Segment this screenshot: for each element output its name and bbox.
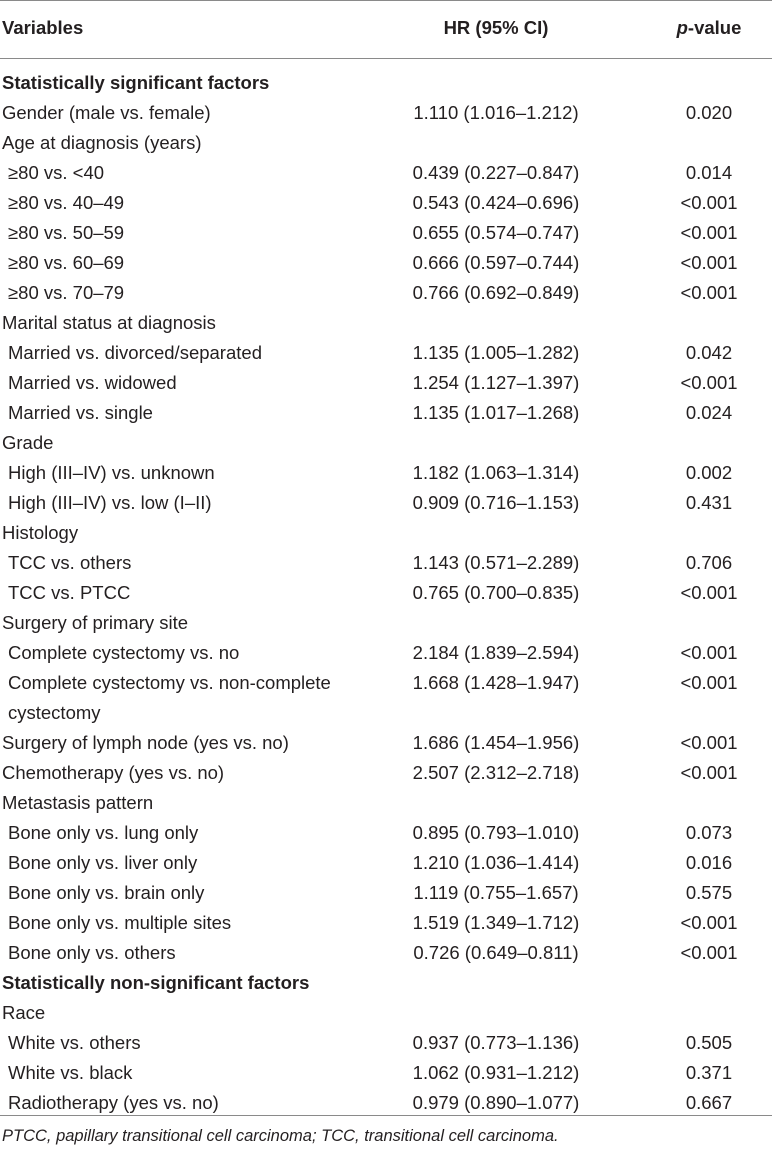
row-p-value: 0.706 <box>685 552 733 573</box>
row-p-value: 0.575 <box>685 882 733 903</box>
table-row <box>0 668 772 728</box>
table-footnote: PTCC, papillary transitional cell carcinoma; TCC, transitional cell carcinoma. <box>2 1127 559 1145</box>
table-row <box>0 1058 772 1088</box>
row-hr: 1.686 (1.454–1.956) <box>412 732 580 753</box>
row-p-value: 0.371 <box>685 1062 733 1083</box>
row-label: Married vs. widowed <box>8 372 177 393</box>
row-hr: 1.110 (1.016–1.212) <box>413 102 579 123</box>
row-p-value: 0.073 <box>685 822 733 843</box>
header-p-rest: -value <box>687 17 742 38</box>
header-variables: Variables <box>2 17 84 38</box>
row-p-value: <0.001 <box>680 372 738 393</box>
table-row <box>0 458 772 488</box>
row-label: High (III–IV) vs. unknown <box>8 462 215 483</box>
table-row <box>0 608 772 638</box>
row-label: Age at diagnosis (years) <box>2 132 202 153</box>
row-hr: 0.909 (0.716–1.153) <box>412 492 580 513</box>
table-row <box>0 818 772 848</box>
table-row <box>0 548 772 578</box>
row-label: ≥80 vs. 40–49 <box>8 192 125 213</box>
row-label: Histology <box>2 522 79 543</box>
row-hr: 0.666 (0.597–0.744) <box>412 252 580 273</box>
row-hr: 1.210 (1.036–1.414) <box>412 852 580 873</box>
row-hr: 0.895 (0.793–1.010) <box>412 822 580 843</box>
row-p-value: <0.001 <box>680 642 738 663</box>
header-hr: HR (95% CI) <box>443 17 549 38</box>
table-row <box>0 428 772 458</box>
row-hr: 1.143 (0.571–2.289) <box>412 552 580 573</box>
row-label: High (III–IV) vs. low (I–II) <box>8 492 212 513</box>
row-p-value: 0.042 <box>685 342 733 363</box>
table-row <box>0 218 772 248</box>
table-row <box>0 68 772 98</box>
row-hr: 0.543 (0.424–0.696) <box>412 192 580 213</box>
bottom-rule <box>0 1115 772 1116</box>
row-hr: 1.668 (1.428–1.947) <box>412 672 580 693</box>
row-p-value: 0.002 <box>685 462 733 483</box>
table-row <box>0 638 772 668</box>
row-p-value: 0.024 <box>685 402 733 423</box>
row-label: Complete cystectomy vs. no <box>8 642 240 663</box>
table-row <box>0 908 772 938</box>
row-label: TCC vs. others <box>8 552 132 573</box>
header-p-italic: p <box>676 17 688 38</box>
table-row <box>0 758 772 788</box>
table-row <box>0 998 772 1028</box>
row-label: White vs. others <box>8 1032 141 1053</box>
row-label: Surgery of primary site <box>2 612 189 633</box>
table-row <box>0 248 772 278</box>
row-label: Statistically non-significant factors <box>2 972 310 993</box>
table-body <box>0 68 772 1118</box>
row-label: Marital status at diagnosis <box>2 312 216 333</box>
table-row <box>0 338 772 368</box>
table-row <box>0 128 772 158</box>
row-p-value: <0.001 <box>680 252 738 273</box>
row-p-value: 0.505 <box>685 1032 733 1053</box>
row-hr: 1.182 (1.063–1.314) <box>412 462 580 483</box>
row-p-value: 0.431 <box>685 492 733 513</box>
row-label: Chemotherapy (yes vs. no) <box>2 762 225 783</box>
table-row <box>0 968 772 998</box>
row-p-value: <0.001 <box>680 912 738 933</box>
table-row <box>0 398 772 428</box>
row-hr: 0.937 (0.773–1.136) <box>412 1032 580 1053</box>
row-p-value: <0.001 <box>680 582 738 603</box>
row-label: White vs. black <box>8 1062 133 1083</box>
row-hr: 0.766 (0.692–0.849) <box>412 282 580 303</box>
table-row <box>0 368 772 398</box>
table-row <box>0 188 772 218</box>
row-label: ≥80 vs. 60–69 <box>8 252 125 273</box>
row-hr: 1.062 (0.931–1.212) <box>412 1062 580 1083</box>
row-p-value: <0.001 <box>680 942 738 963</box>
row-hr: 1.254 (1.127–1.397) <box>412 372 580 393</box>
row-label: ≥80 vs. <40 <box>8 162 105 183</box>
header-p-value <box>654 17 764 39</box>
table-row <box>0 518 772 548</box>
row-label: Bone only vs. lung only <box>8 822 199 843</box>
row-hr: 1.519 (1.349–1.712) <box>412 912 580 933</box>
row-p-value: 0.014 <box>685 162 733 183</box>
row-p-value: <0.001 <box>680 732 738 753</box>
table-row <box>0 278 772 308</box>
row-p-value: <0.001 <box>680 192 738 213</box>
row-label: Gender (male vs. female) <box>2 102 211 123</box>
row-hr: 1.135 (1.017–1.268) <box>412 402 580 423</box>
table-row <box>0 488 772 518</box>
table-row <box>0 1088 772 1118</box>
row-hr: 0.655 (0.574–0.747) <box>412 222 580 243</box>
row-hr: 1.119 (0.755–1.657) <box>413 882 579 903</box>
row-hr: 0.765 (0.700–0.835) <box>412 582 580 603</box>
row-label: Complete cystectomy vs. non-complete cystectomy <box>8 672 331 723</box>
row-hr: 0.979 (0.890–1.077) <box>412 1092 580 1113</box>
table-row <box>0 1028 772 1058</box>
row-p-value: <0.001 <box>680 672 738 693</box>
row-label: Bone only vs. multiple sites <box>8 912 232 933</box>
table-row <box>0 98 772 128</box>
row-label: Grade <box>2 432 54 453</box>
row-p-value: 0.667 <box>685 1092 733 1113</box>
table-row <box>0 848 772 878</box>
row-p-value: <0.001 <box>680 222 738 243</box>
row-hr: 0.726 (0.649–0.811) <box>413 942 579 963</box>
row-label: Race <box>2 1002 46 1023</box>
row-p-value: <0.001 <box>680 282 738 303</box>
row-label: Married vs. divorced/separated <box>8 342 262 363</box>
header-rule <box>0 58 772 59</box>
table-row <box>0 158 772 188</box>
row-hr: 2.507 (2.312–2.718) <box>412 762 580 783</box>
row-label: Married vs. single <box>8 402 153 423</box>
row-hr: 0.439 (0.227–0.847) <box>412 162 580 183</box>
table-row <box>0 878 772 908</box>
table-row <box>0 788 772 818</box>
table-row <box>0 308 772 338</box>
row-label: ≥80 vs. 50–59 <box>8 222 125 243</box>
row-label: Bone only vs. brain only <box>8 882 205 903</box>
row-hr: 2.184 (1.839–2.594) <box>412 642 580 663</box>
row-label: Bone only vs. liver only <box>8 852 198 873</box>
row-label: ≥80 vs. 70–79 <box>8 282 125 303</box>
row-label: Statistically significant factors <box>2 72 270 93</box>
row-label: TCC vs. PTCC <box>8 582 131 603</box>
row-p-value: 0.016 <box>685 852 733 873</box>
row-label: Surgery of lymph node (yes vs. no) <box>2 732 289 753</box>
row-label: Bone only vs. others <box>8 942 176 963</box>
table-row <box>0 578 772 608</box>
row-label: Metastasis pattern <box>2 792 154 813</box>
table-row <box>0 728 772 758</box>
table-row <box>0 938 772 968</box>
row-hr: 1.135 (1.005–1.282) <box>412 342 580 363</box>
table-header <box>0 0 772 58</box>
row-label: Radiotherapy (yes vs. no) <box>8 1092 219 1113</box>
row-p-value: <0.001 <box>680 762 738 783</box>
row-p-value: 0.020 <box>685 102 733 123</box>
